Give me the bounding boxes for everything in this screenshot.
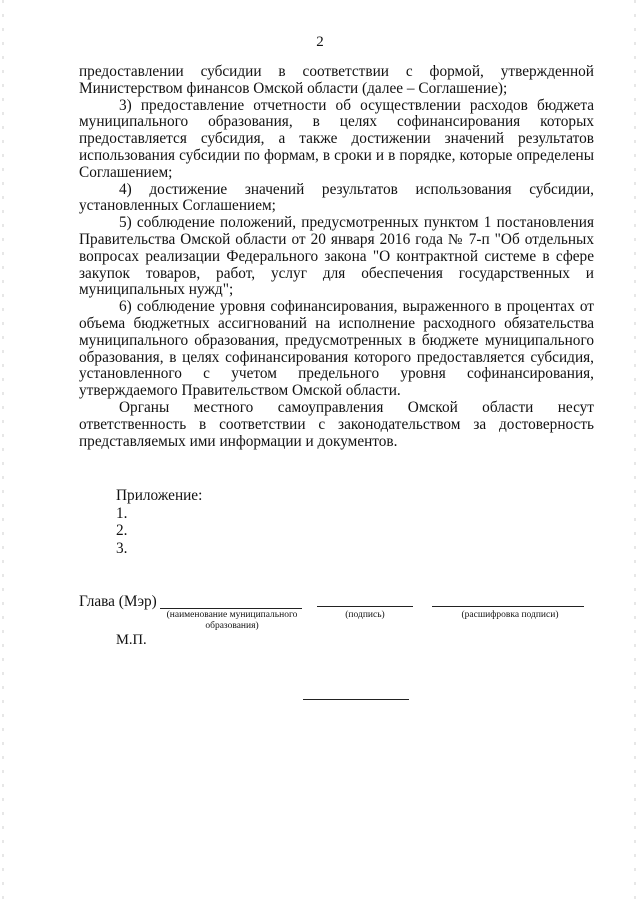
caption-municipality-name: (наименование муниципального образования) <box>166 610 298 631</box>
document-body <box>79 64 594 450</box>
appendix-item-3: 3. <box>116 539 128 557</box>
scan-edge-left <box>2 0 4 905</box>
signature-line-name <box>160 608 302 609</box>
appendix-item-1: 1. <box>116 504 128 522</box>
paragraph-responsibility: Органы местного самоуправления Омской области несут ответственность в соответствии с законодательством за достоверность представляемых ими информации и документов. <box>79 398 594 450</box>
paragraph-item-4: 4) достижение значений результатов использования субсидии, установленных Соглашением; <box>79 180 594 215</box>
appendix-block <box>116 487 202 557</box>
paragraph-item-6: 6) соблюдение уровня софинансирования, выраженного в процентах от объема бюджетных ассигнований на исполнение расходного обязательства муниципального образования, предусмотренных в бюджете муниципального образования, в целях софинансирования которого предоставляется субсидия, установленного с учетом предельного уровня софинансирования, утверждаемого Правительством Омской области. <box>79 298 594 400</box>
paragraph-item-3: 3) предоставление отчетности об осуществлении расходов бюджета муниципального образования, в целях софинансирования которых предоставляется субсидия, а также достижении значений результатов использования субсидии по формам, в сроки и в порядке, которые определены Соглашением; <box>79 96 594 181</box>
scan-edge-right <box>634 0 636 905</box>
paragraph-item-5: 5) соблюдение положений, предусмотренных пунктом 1 постановления Правительства Омской области от 20 января 2016 года № 7-п "Об отдельных вопросах реализации Федерального закона "О контрактной системе в сфере закупок товаров, работ, услуг для обеспечения государственных и муниципальных нужд"; <box>79 214 594 299</box>
stamp-place-label: М.П. <box>116 632 147 648</box>
paragraph-continuation: предоставлении субсидии в соответствии с формой, утвержденной Министерством финансов Омской области (далее – Соглашение); <box>79 63 594 97</box>
signature-line-decoding <box>432 606 584 607</box>
page-number: 2 <box>316 34 324 50</box>
appendix-title: Приложение: <box>116 487 203 504</box>
document-end-line <box>303 699 409 700</box>
appendix-item-2: 2. <box>116 522 128 539</box>
signature-line-signature <box>317 606 413 607</box>
caption-signature-decoding: (расшифровка подписи) <box>461 610 559 620</box>
caption-signature: (подпись) <box>345 610 385 620</box>
signature-label: Глава (Мэр) <box>79 593 157 610</box>
